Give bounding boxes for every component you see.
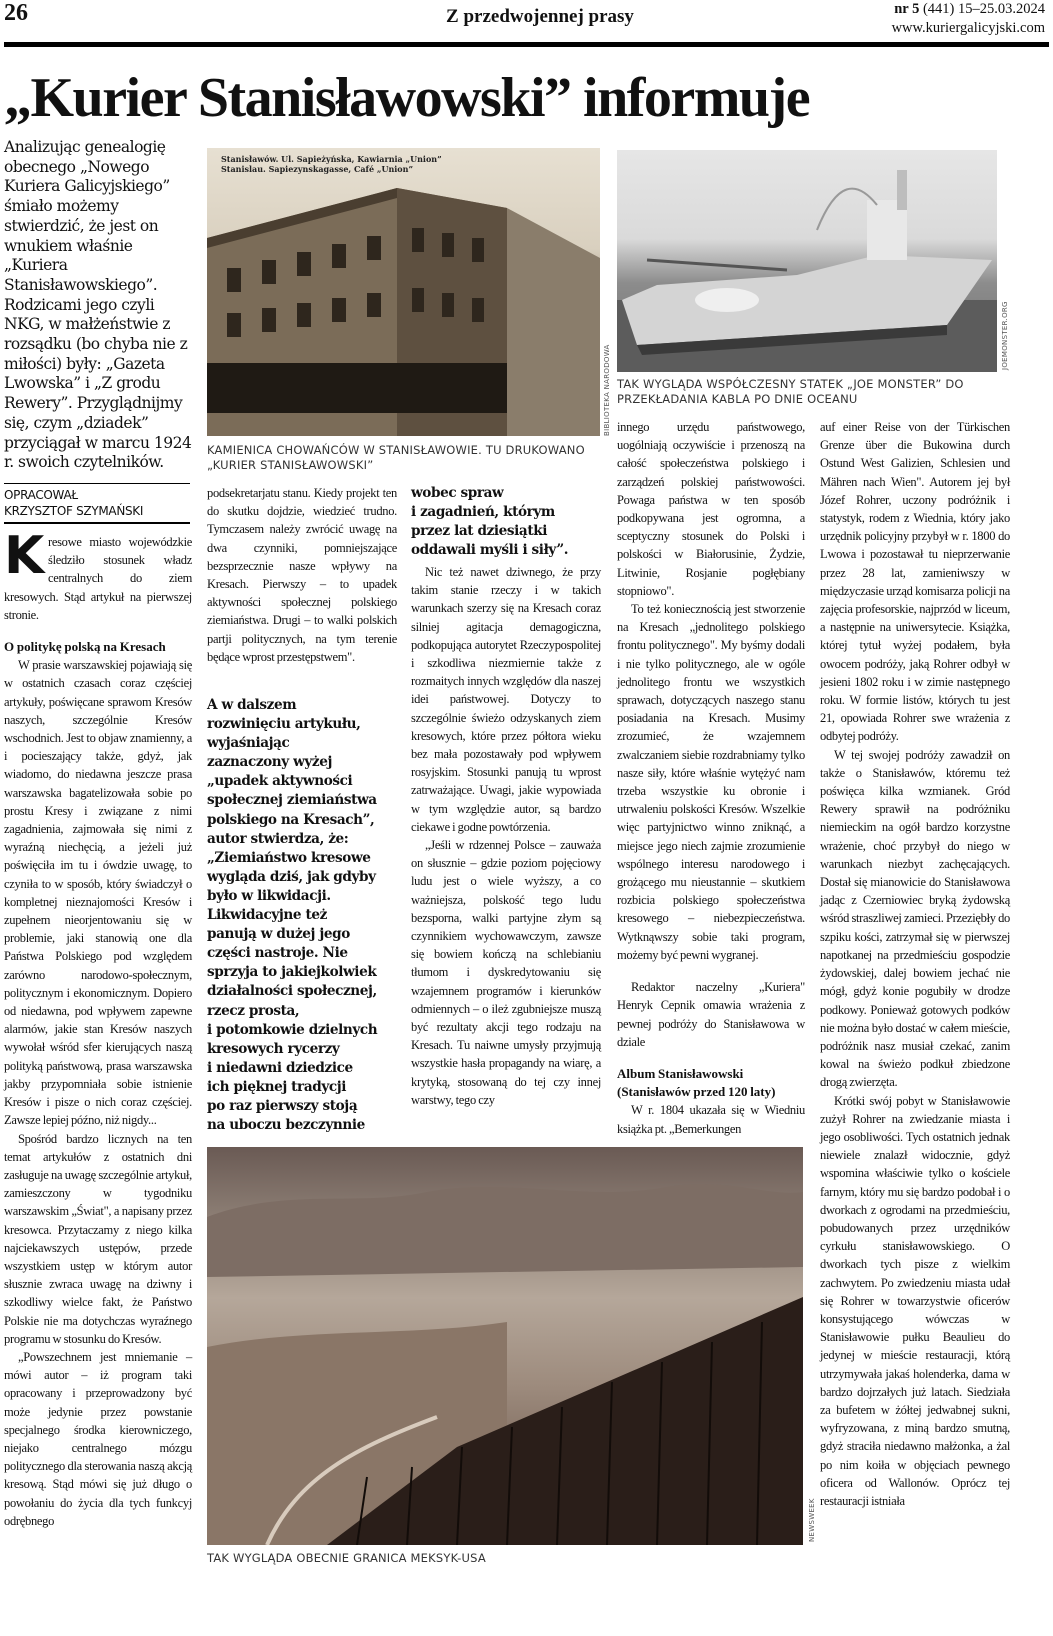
paragraph: W tej swojej podróży zawadził on także o Stanisławów, któremu też poświęca kilka wzmianek. Gród Rewery sprawił na podróżniku niemieckim na ogół bardzo korzystne wrażenie, choć przybył do niego w warunkach niezbyt zachęcających. Dostał się mianowicie do Stanisławowa jadąc z Czerniowiec bryką żydowską wśród straszliwej zamieci. Przeziębły do szpiku kości, zatrzymał się w pierwszej napotkanej na przedmieściu gospodzie żydowskiej, dalej bowiem jechać nie mógł, gdyż konie pogubiły w drodze podkowy. Ponieważ gotowych podków nie można było dostać w całem mieście, podróżnik nasz musiał czekać, zanim kowal na świeżo podkuł zbiedzone drogą zwierzęta. — [820, 747, 1010, 1090]
ship-illustration — [617, 150, 997, 372]
column-2 — [207, 484, 397, 666]
pull-quote-line: panują w dużej jego — [207, 926, 350, 943]
paragraph: Krótki swój pobyt w Stanisławowie zużył Rohrer na zwiedzanie miasta i jego osobliwości. Tych ostatnich jednak niewiele znalazł widocznie, gdyż wspomina właściwie tylko o kościele farnym, który mu się bardzo podobał i o dworkach z ogrodami na przedmieściu, pobudowanych przez urzędników cyrkułu stanisławowskiego. O dworkach tych pisze z wielkim zachwytem. Po zwiedzeniu miasta udał się Rohrer w towarzystwie oficerów konsystującego wówczas w Stanisławowie pułku Beaulieu do jedynej w mieście restauracji, którą utrzymywała jakaś holenderka, dama w bardzo dojrzałych już latach. Siedziała za bufetem w żółtej jedwabnej sukni, wyfryzowana, z miną bardzo smutną, gdyż straciła niedawno małżonka, a żal po nim koiła w objęciach pewnego oficera od Wallonów. Oprócz tej restauracji istniała — [820, 1093, 1010, 1508]
photo-ship — [617, 150, 997, 372]
pull-quote-line: było w likwidacji. — [207, 887, 331, 904]
article-headline: „Kurier Stanisławowski” informuje — [4, 67, 810, 129]
pull-quote-line: działalności społecznej, — [207, 983, 377, 1000]
pull-quote-line: społecznej ziemiaństwa — [207, 792, 377, 809]
paragraph: Nic też nawet dziwnego, że przy takim stanie rzeczy i w takich warunkach szerzy się na Kresach coraz silniej agitacja demagogiczna, podkopująca autorytet Rzeczypospolitej i szkodliwa niezmiernie także z rozmaitych innych względów dla naszej idei państwowej. Dotyczy to szczególnie świeżo odzyskanych ziem kresowych, które przez półtora wieku bez mała pozostawały pod wpływem rosyjskim. Stosunki panują tu wprost zatrważające. Uwagi, jakie wypowiada w tym względzie autor, są bardzo ciekawe i godne powtórzenia. — [411, 565, 601, 834]
byline — [4, 483, 190, 524]
border-illustration — [207, 1147, 803, 1545]
subheading: O politykę polską na Kresach — [4, 639, 166, 655]
byline-label: OPRACOWAŁ — [4, 488, 78, 502]
paragraph: To też koniecznością jest stworzenie na Kresach „jednolitego polskiego frontu politycznego". My byśmy dodali i nie tylko politycznego, ale w ogóle jednolitego frontu we wszystkich sprawach, dotyczących naszego stanu posiadania na Kresach. Musimy zrozumieć, że wzajemnem zwalczaniem siebie rozdrabniamy tylko nasze siły, które właśnie wytężyć nam trzeba wszystkie ku obronie i utrwaleniu polskości Kresów. Wszelkie więc partyjnictwo winno zniknąć, a miejsce jego niech zajmie zrozumienie wspólnego interesu narodowego i grożącego mu nieustannie – skutkiem rozbicia polskiego społeczeństwa kresowego – niebezpieczeństwa. Wytknąwszy sobie taki program, możemy być pewni wygranej. — [617, 602, 805, 962]
pull-quote-line: wygląda dziś, jak gdyby — [207, 868, 376, 885]
website-link[interactable]: www.kuriergalicyjski.com — [891, 20, 1045, 36]
paragraph: Redaktor naczelny „Kuriera" Henryk Cepnik omawia wrażenia z pewnej podróży do Stanisławowa w dziale — [617, 980, 805, 1049]
photo-credit: JOEMONSTER.ORG — [1001, 301, 1009, 370]
pull-quote-line: rozwinięciu artykułu, — [207, 716, 361, 733]
photo-caption: TAK WYGLĄDA WSPÓŁCZESNY STATEK „JOE MONSTER” DO PRZEKŁADANIA KABLA PO DNIE OCEANU — [617, 377, 964, 406]
pull-quote-line: A w dalszem — [207, 697, 297, 713]
pull-quote-line: i potomkowie dzielnych — [207, 1021, 378, 1038]
pull-quote-line: wyjaśniając — [207, 735, 290, 752]
pull-quote-line: zaznaczony wyżej — [207, 754, 333, 771]
pull-quote-line: wobec spraw — [411, 485, 504, 501]
paragraph: „Jeśli w rdzennej Polsce – zauważa on słusznie – gdzie poziom pojęciowy ludu jest o wiele wyższy, a co ważniejsza, polskość tego ludu bezsporna, walki partyjne złym są czynnikiem wychowawczym, zawsze się bowiem kończą na schlebianiu tłumom i dyskredytowaniu się wzajemnem programów i kierunków odmiennych – o ileż zgubniejsze muszą być rezultaty akcji tego rodzaju na Kresach. Tu naiwne umysły przyjmują wszystkie hasła propagandy na wiarę, a krytyką, stosowaną do tej czy innej warstwy, tego czy — [411, 838, 601, 1107]
lead-text: resowe miasto wojewódzkie śledziło stosunek władz centralnych do ziem kresowych. Stąd artykuł na pierwszej stronie. — [4, 535, 192, 622]
photo-caption: TAK WYGLĄDA OBECNIE GRANICA MEKSYK-USA — [207, 1551, 486, 1565]
pull-quote-line: i zagadnień, którym — [411, 504, 555, 521]
pull-quote-line: na uboczu bezczynnie — [207, 1117, 365, 1134]
paragraph: „Powszechnem jest mniemanie – mówi autor – iż program taki opracowany i przeprowadzony być może jedynie przez powstanie specjalnego środka kierowniczego, niejako centralnego mózgu politycznego dla sterowania naszą akcją kresową. Stąd mówi się już długo o powołaniu do życia dla tych funkcyj odrębnego — [4, 1349, 192, 1528]
pull-quote-line: i niedawni dziedzice — [207, 1059, 353, 1076]
drop-cap: K — [4, 526, 44, 586]
pull-quote-line: autor stwierdza, że: — [207, 830, 349, 847]
issue-number: nr 5 — [894, 1, 920, 17]
postcard-line: Stanislau. Sapiezynskagasse, Café „Union” — [221, 164, 414, 174]
pull-quote-line: części nastroje. Nie — [207, 945, 348, 962]
photo-caption: KAMIENICA CHOWAŃCÓW W STANISŁAWOWIE. TU DRUKOWANO „KURIER STANISŁAWOWSKI” — [207, 443, 585, 472]
building-illustration — [207, 148, 600, 436]
pull-quote-continued — [411, 484, 568, 560]
pull-quote-line: Likwidacyjne też — [207, 907, 327, 924]
spacer — [617, 964, 805, 978]
subheading: Album Stanisławowski (Stanisławów przed 120 laty) — [617, 1065, 776, 1100]
postcard-inscription — [221, 154, 442, 174]
photo-border — [207, 1147, 803, 1545]
column-5 — [820, 418, 1010, 1510]
photo-building — [207, 148, 600, 436]
pull-quote-line: „upadek aktywności — [207, 773, 353, 790]
paragraph: podsekretarjatu stanu. Kiedy projekt ten do skutku dojdzie, wiedzieć trudno. Tymczasem należy zwrócić uwagę na dwa czynniki, pomniejszające bezsprzecznie nasze wpływy na Kresach. Pierwszy – to upadek aktywności społecznej polskiego ziemiaństwa. Drugi – to walki polskich partji politycznych, na tym terenie będące wprost przestępstwem". — [207, 486, 397, 664]
lead-paragraph — [4, 526, 192, 624]
pull-quote-line: oddawali myśli i siły”. — [411, 542, 569, 559]
spacer — [4, 624, 192, 638]
paragraph: W prasie warszawskiej pojawiają się w ostatnich czasach coraz częściej artykuły, poświęcane sprawom Kresów naszych, szczególnie Kresów wschodnich. Jest to objaw znamienny, a i pocieszający także, gdyż, jak wiadomo, do niedawna jeszcze prasa warszawska bagatelizowała sobie po prostu Kresy i związane z nimi zagadnienia, zajmowała się nimi z wyraźną niechęcią, a jeżeli już poświęciła im tu i ówdzie uwagę, to czyniła to w sposób, który świadczył o kompletnej nieznajomości Kresów i zupełnem nieorjentowaniu się w problemie, jaki stanowią one dla Państwa Polskiego pod względem zarówno narodowo-społecznym, politycznym i ekonomicznym. Dopiero od niedawna, pod wpływem zapewne alarmów, jakie stan Kresów naszych wywołał wśród sfer kierujących naszą polityką państwową, prasa warszawska jakby przypomniała sobie istnienie Kresów i pisze o nich coraz częściej. Zawsze lepiej późno, niż nigdy... — [4, 658, 192, 1128]
postcard-line: Stanisławów. Ul. Sapieżyńska, Kawiarnia „Union” — [221, 154, 442, 164]
pull-quote-line: polskiego na Kresach”, — [207, 811, 375, 828]
article-intro: Analizując genealogię obecnego „Nowego Kuriera Galicyjskiego” śmiało możemy stwierdzić, że jest on wnukiem właśnie „Kuriera Stanisławowskiego”. Rodzicami jego czyli NKG, w małżeństwie z rozsądku (bo chyba nie z miłości) były: „Gazeta Lwowska” i „Z grodu Rewery”. Przyglądnijmy się, czym „dziadek” przyciągał w marcu 1924 r. swoich czytelników. — [4, 138, 192, 472]
pull-quote-line: po raz pierwszy stoją — [207, 1097, 358, 1114]
photo-credit: BIBLIOTEKA NARODOWA — [603, 344, 611, 436]
page-number: 26 — [4, 0, 28, 26]
column-4 — [617, 418, 805, 1138]
spacer — [617, 1051, 805, 1065]
column-1 — [4, 526, 192, 1530]
pull-quote-line: „Ziemiaństwo kresowe — [207, 849, 371, 866]
issue-dates: (441) 15–25.03.2024 — [922, 1, 1045, 17]
section-title: Z przedwojennej prasy — [446, 6, 634, 27]
pull-quote-line: sprzyja to jakiejkolwiek — [207, 964, 377, 981]
paragraph: innego urzędu państwowego, uogólniają oczywiście i przenoszą na całość społeczeństwa polskiego i zarządzeń polskiej państwowości. Powaga państwa w ten sposób podkopywana jest ogromna, a sceptyczny stosunek do Polski i polskości w Białorusinie, Żydzie, Litwinie, Rosjanie pogłębiany stopniowo". — [617, 420, 805, 598]
photo-credit: NEWSWEEK — [808, 1498, 816, 1542]
paragraph: Spośród bardzo licznych na ten temat artykułów z ostatnich dni zasługuje na uwagę szczególnie artykuł, zamieszczony w tygodniku warszawskim „Świat", a napisany przez kresowca. Przytaczamy z niego kilka najciekawszych ustępów, przede wszystkiem ustęp w którym autor słusznie zwraca uwagę na dziwny i szkodliwy wielce fakt, że Państwo Polskie nie ma dotychczas wyraźnego programu w stosunku do Kresów. — [4, 1131, 192, 1346]
byline-author: KRZYSZTOF SZYMAŃSKI — [4, 504, 144, 518]
issue-info — [892, 0, 1045, 38]
column-3 — [411, 563, 601, 1109]
pull-quote-line: przez lat dziesiątki — [411, 523, 547, 540]
paragraph: auf einer Reise von der Türkischen Grenze über die Bukowina durch Ostund West Galizien, Schlesien und Mähren nach Wien". Autorem jej był Józef Rohrer, uczony podróżnik i statystyk, rodem z Wiednia, który jako urzędnik policyjny przybył w r. 1800 do Lwowa i pozostawał tu nieprzerwanie przez 28 lat, zamieniwszy w międzyczasie urząd komisarza policji na zajęcia profesorskie, najprzód w liceum, a następnie na uniwersytecie. Książka, której tytuł wyżej podałem, była owocem podróży, jaką Rohrer odbył w jesieni 1802 roku i w zimie następnego roku. W formie listów, których tu jest 21, opowiada Rohrer swe wrażenia z odbytej podróży. — [820, 420, 1010, 744]
pull-quote-line: rzecz prosta, — [207, 1002, 300, 1019]
paragraph: W r. 1804 ukazała się w Wiedniu książka pt. „Bemerkungen — [617, 1103, 805, 1136]
header-rule — [4, 42, 1049, 47]
pull-quote-line: kresowych rycerzy — [207, 1040, 340, 1057]
pull-quote — [207, 696, 377, 1135]
pull-quote-line: ich pięknej tradycji — [207, 1078, 346, 1095]
